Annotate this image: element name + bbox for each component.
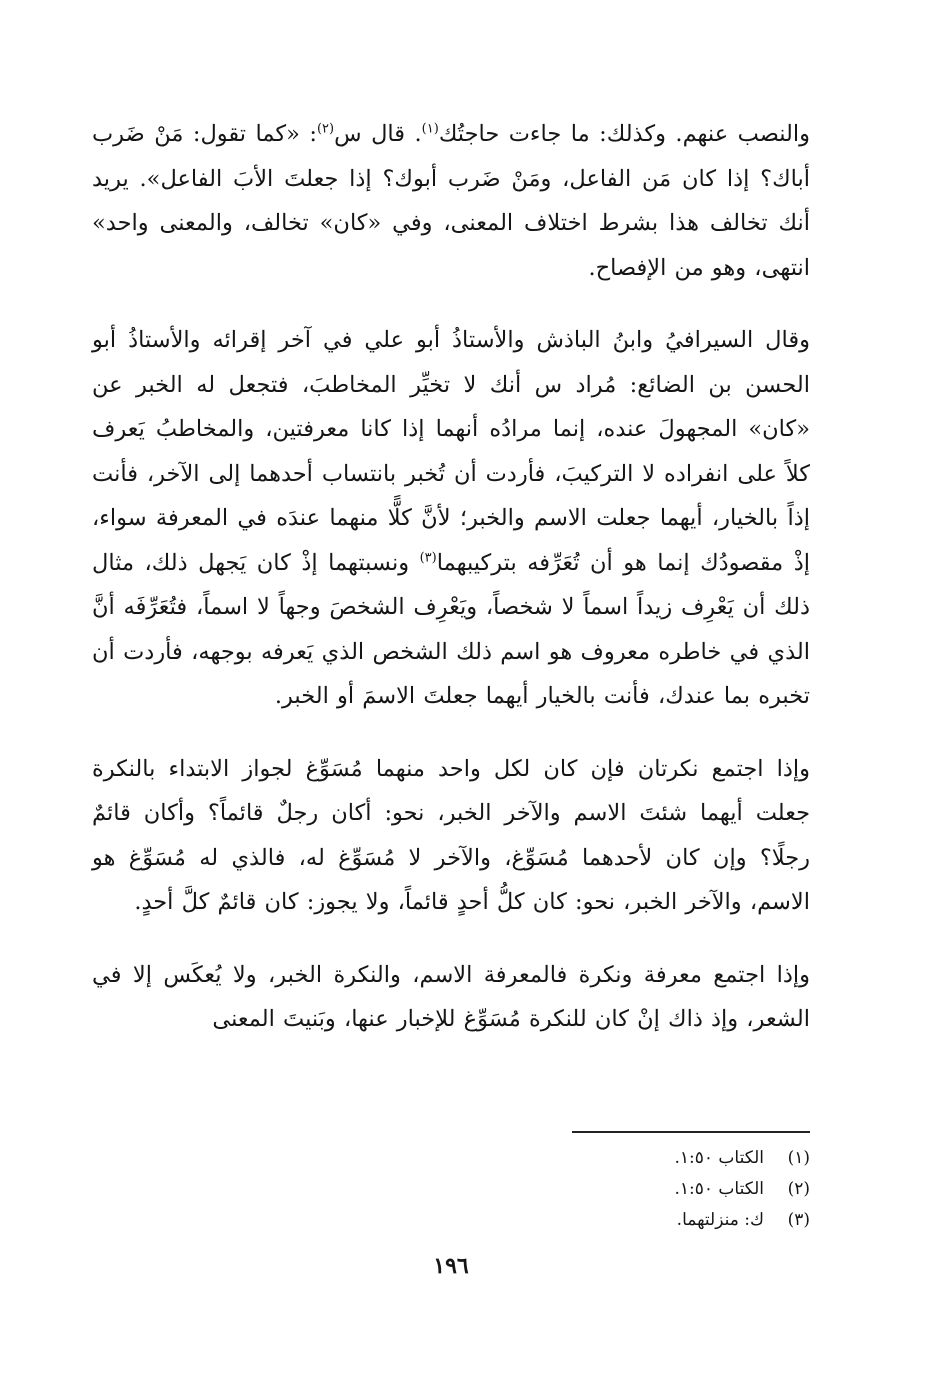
footnote-ref-3: (٣) [419, 550, 437, 565]
footnote-1 [92, 1143, 810, 1174]
paragraph-1-text-b: . قال س [334, 121, 422, 147]
paragraph-2-text-b: ونسبتهما إذْ كان يَجهل ذلك، مثال ذلك أن يَعْرِف زيداً اسماً لا شخصاً، ويَعْرِف الشخصَ وجهاً لا اسماً، فتُعَرِّفَه أنَّ الذي في خاطره معروف هو اسم ذلك الشخص الذي يَعرفه بوجهه، فأردت أن تخبره بما عندك، فأنت بالخيار أيهما جعلتَ الاسمَ أو الخبر. [92, 549, 810, 709]
paragraph-4-text: وإذا اجتمع معرفة ونكرة فالمعرفة الاسم، والنكرة الخبر، ولا يُعكَس إلا في الشعر، وإذ ذاك إنْ كان للنكرة مُسَوِّغ للإخبار عنها، وبَنيتَ المعنى [92, 961, 810, 1032]
footnote-divider [572, 1131, 810, 1133]
paragraph-3-text: وإذا اجتمع نكرتان فإن كان لكل واحد منهما مُسَوِّغ لجواز الابتداء بالنكرة جعلت أيهما شئتَ الاسم والآخر الخبر، نحو: أكان رجلٌ قائماً؟ وأكان قائمٌ رجلًا؟ وإن كان لأحدهما مُسَوِّغ، والآخر لا مُسَوِّغ له، فالذي له مُسَوِّغ هو الاسم، والآخر الخبر، نحو: كان كلُّ أحدٍ قائماً، ولا يجوز: كان قائمٌ كلَّ أحدٍ. [92, 755, 810, 915]
footnote-ref-1: (١) [421, 121, 439, 137]
paragraph-2 [92, 318, 810, 719]
footnote-3-text: ك: منزلتهما. [676, 1210, 764, 1230]
footnote-2-text: الكتاب ١:٥٠. [674, 1179, 764, 1199]
paragraph-1-text-a: والنصب عنهم. وكذلك: ما جاءت حاجتُك [438, 121, 810, 147]
book-page [92, 112, 810, 1342]
paragraph-2-text-a: وقال السيرافيُ وابنُ الباذش والأستاذُ أبو علي في آخر إقرائه والأستاذُ أبو الحسن بن الضائع: مُراد س أنك لا تخيِّر المخاطبَ، فتجعل له الخبر عن «كان» المجهولَ عنده، إنما مرادُه أنهما إذا كانا معرفتين، والمخاطبُ يَعرف كلاً على انفراده لا التركيبَ، فأردت أن تُخبر بانتساب أحدهما إلى الآخر، فأنت إذاً بالخيار، أيهما جعلت الاسم والخبر؛ لأنَّ كلًّا منهما عندَه في المعرفة سواء، إذْ مقصودُك إنما هو أن تُعَرِّفه بتركيبهما [92, 327, 810, 576]
footnote-1-number: (١) [787, 1148, 810, 1168]
footnote-2 [92, 1174, 810, 1205]
page-number: ١٩٦ [433, 1253, 469, 1279]
paragraph-1-text-c: : «كما تقول: مَنْ ضَرب أباك؟ إذا كان مَن الفاعل، ومَنْ ضَرب أبوك؟ إذا جعلتَ الأبَ الفاعل». يريد أنك تخالف هذا بشرط اختلاف المعنى، وفي «كان» تخالف، والمعنى واحد» انتهى، وهو من الإفصاح. [92, 121, 810, 281]
paragraph-4 [92, 953, 810, 1042]
footnote-3-number: (٣) [787, 1210, 810, 1230]
footnote-ref-2: (٢) [316, 121, 335, 137]
footnote-1-text: الكتاب ١:٥٠. [674, 1148, 764, 1168]
paragraph-3 [92, 747, 810, 925]
paragraph-1 [92, 112, 810, 290]
footnotes-list [92, 1143, 810, 1236]
footnote-2-number: (٢) [787, 1179, 810, 1199]
footnote-3 [92, 1205, 810, 1236]
